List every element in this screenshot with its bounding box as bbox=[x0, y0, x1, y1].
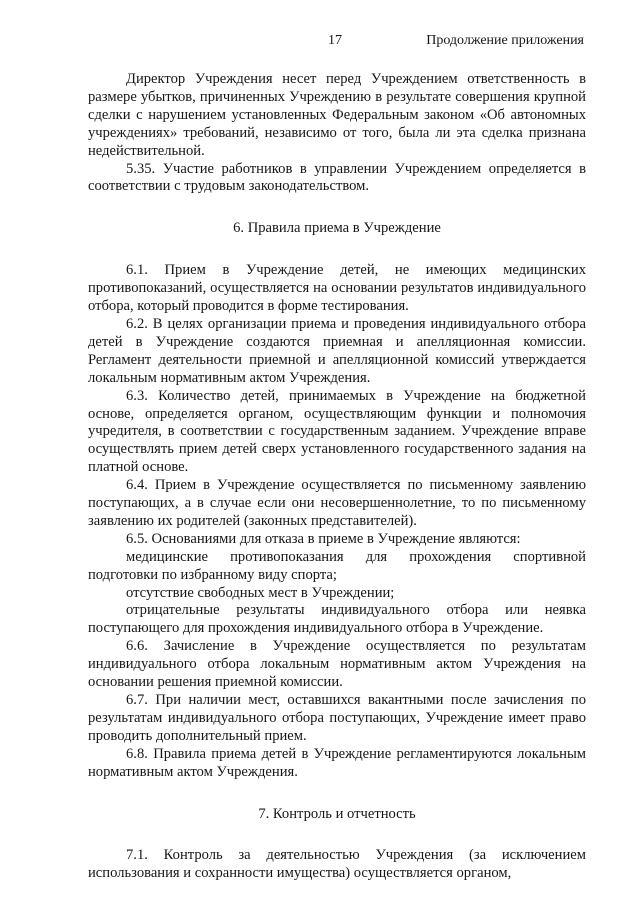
appendix-continuation-note: Продолжение приложения bbox=[426, 33, 584, 48]
page-number: 17 bbox=[328, 33, 342, 48]
section-7-title: 7. Контроль и отчетность bbox=[258, 805, 416, 822]
paragraph-director-liability: Директор Учреждения несет перед Учреждением ответственность в размере убытков, причиненных Учреждению в результате совершения крупной сделки с нарушением установленных Федеральным законом «Об автономных учреждениях» требований, независимо от того, была ли эта сделка признана недействительной. bbox=[88, 71, 586, 159]
paragraph-6-1: 6.1. Прием в Учреждение детей, не имеющих медицинских противопоказаний, осуществляется на основании результатов индивидуального отбора, который проводится в форме тестирования. bbox=[88, 262, 586, 315]
paragraph-6-3: 6.3. Количество детей, принимаемых в Учреждение на бюджетной основе, определяется органом, осуществляющим функции и полномочия учредителя, в соответствии с государственным заданием. Учреждение вправе осуществлять прием детей сверх установленного государственного задания на платной основе. bbox=[88, 387, 586, 476]
paragraph-6-7: 6.7. При наличии мест, оставшихся вакантными после зачисления по результатам индивидуального отбора поступающих, Учреждение имеет право проводить дополнительный прием. bbox=[88, 692, 586, 744]
paragraph-6-2: 6.2. В целях организации приема и проведения индивидуального отбора детей в Учреждение создаются приемная и апелляционная комиссии. Регламент деятельности приемной и апелляционной комиссий утверждается локальным нормативным актом Учреждения. bbox=[88, 315, 586, 386]
paragraph-5-35: 5.35. Участие работников в управлении Учреждением определяется в соответствии с трудовым законодательством. bbox=[88, 160, 586, 195]
section-6-title: 6. Правила приема в Учреждение bbox=[233, 220, 441, 237]
refusal-reason-medical: медицинские противопоказания для прохождения спортивной подготовки по избранному виду спорта; bbox=[88, 548, 586, 583]
document-body bbox=[88, 71, 586, 883]
refusal-reason-selection-results: отрицательные результаты индивидуального отбора или неявка поступающего для прохождения индивидуального отбора в Учреждение. bbox=[88, 602, 586, 637]
paragraph-6-8: 6.8. Правила приема детей в Учреждение регламентируются локальным нормативным актом Учреждения. bbox=[88, 745, 586, 780]
paragraph-6-5: 6.5. Основаниями для отказа в приеме в Учреждение являются: bbox=[126, 530, 521, 547]
paragraph-6-4: 6.4. Прием в Учреждение осуществляется по письменному заявлению поступающих, а в случае если они несовершеннолетние, то по письменному заявлению их родителей (законных представителей). bbox=[88, 477, 586, 529]
refusal-reason-no-places: отсутствие свободных мест в Учреждении; bbox=[126, 584, 395, 601]
paragraph-6-6: 6.6. Зачисление в Учреждение осуществляется по результатам индивидуального отбора локальным нормативным актом Учреждения на основании решения приемной комиссии. bbox=[88, 638, 586, 691]
paragraph-7-1: 7.1. Контроль за деятельностью Учреждения (за исключением использования и сохранности имущества) осуществляется органом, bbox=[88, 847, 586, 882]
page-header bbox=[0, 33, 640, 51]
